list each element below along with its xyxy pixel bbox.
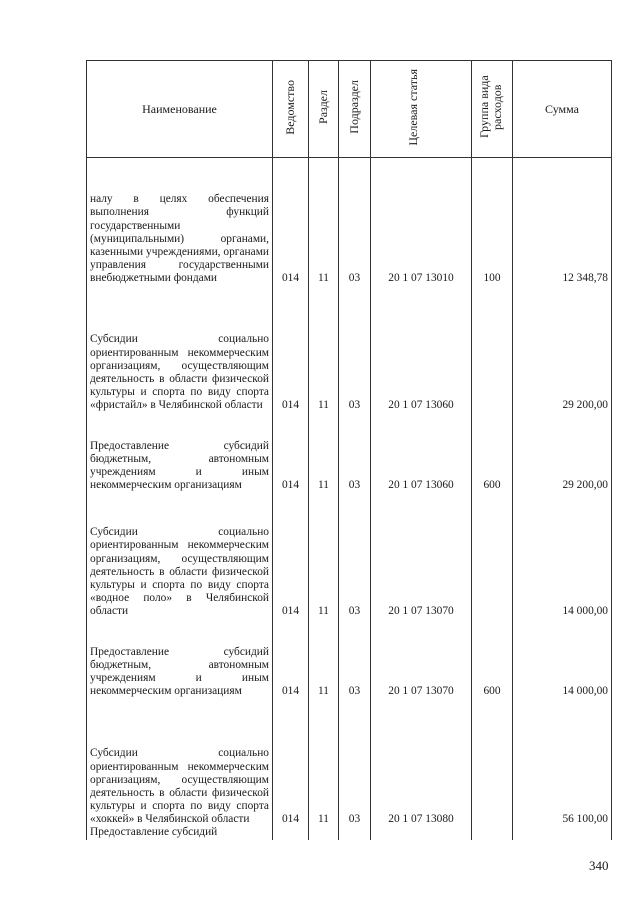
row-dept — [273, 826, 309, 840]
page-number: 340 — [589, 858, 609, 873]
row-target: 20 1 07 13060 — [371, 412, 472, 492]
row-target: 20 1 07 13080 — [371, 698, 472, 826]
row-section — [309, 826, 339, 840]
table-row — [87, 826, 612, 840]
row-amount: 12 348,78 — [513, 158, 612, 286]
row-target — [371, 826, 472, 840]
row-group: 600 — [472, 618, 513, 698]
row-subsection: 03 — [339, 285, 371, 412]
row-target: 20 1 07 13070 — [371, 492, 472, 618]
table-row — [87, 492, 612, 618]
header-section: Раздел — [309, 61, 339, 158]
row-amount: 29 200,00 — [513, 412, 612, 492]
row-name: Субсидии социально ориентированным некоммерческим организациям, осуществляющим деятельность в области физической культуры и спорта по виду спорта «водное поло» в Челябинской области — [87, 492, 273, 618]
row-subsection: 03 — [339, 412, 371, 492]
row-dept: 014 — [273, 158, 309, 286]
budget-table — [86, 60, 612, 840]
header-amount: Сумма — [513, 61, 612, 158]
row-dept: 014 — [273, 698, 309, 826]
row-amount: 14 000,00 — [513, 492, 612, 618]
header-subsection: Подраздел — [339, 61, 371, 158]
row-subsection: 03 — [339, 492, 371, 618]
row-group: 600 — [472, 412, 513, 492]
header-dept: Ведомство — [273, 61, 309, 158]
table-row — [87, 158, 612, 286]
row-subsection: 03 — [339, 158, 371, 286]
row-name: Предоставление субсидий бюджетным, автономным учреждениям и иным некоммерческим организациям — [87, 412, 273, 492]
row-section: 11 — [309, 492, 339, 618]
row-amount: 14 000,00 — [513, 618, 612, 698]
table-row — [87, 412, 612, 492]
row-group — [472, 698, 513, 826]
table-header-row — [87, 61, 612, 158]
row-name: Субсидии социально ориентированным некоммерческим организациям, осуществляющим деятельность в области физической культуры и спорта по виду спорта «хоккей» в Челябинской области — [87, 698, 273, 826]
row-name: Предоставление субсидий бюджетным, автономным учреждениям и иным некоммерческим организациям — [87, 618, 273, 698]
row-section: 11 — [309, 698, 339, 826]
row-name: Предоставление субсидий — [87, 826, 273, 840]
header-group: Группа вида расходов — [472, 61, 513, 158]
row-name: Субсидии социально ориентированным некоммерческим организациям, осуществляющим деятельность в области физической культуры и спорта по виду спорта «фристайл» в Челябинской области — [87, 285, 273, 412]
header-target: Целевая статья — [371, 61, 472, 158]
row-subsection: 03 — [339, 698, 371, 826]
row-section: 11 — [309, 412, 339, 492]
row-group: 100 — [472, 158, 513, 286]
row-target: 20 1 07 13060 — [371, 285, 472, 412]
row-section: 11 — [309, 285, 339, 412]
row-subsection — [339, 826, 371, 840]
row-group — [472, 285, 513, 412]
table-row — [87, 698, 612, 826]
row-section: 11 — [309, 618, 339, 698]
row-target: 20 1 07 13070 — [371, 618, 472, 698]
row-amount: 29 200,00 — [513, 285, 612, 412]
row-group — [472, 492, 513, 618]
row-dept: 014 — [273, 285, 309, 412]
row-dept: 014 — [273, 618, 309, 698]
row-amount — [513, 826, 612, 840]
header-name: Наименование — [87, 61, 273, 158]
table-row — [87, 285, 612, 412]
row-name: налу в целях обеспечения выполнения функций государственными (муниципальными) органами, казенными учреждениями, органами управления государственными внебюджетными фондами — [87, 158, 273, 286]
row-dept: 014 — [273, 412, 309, 492]
row-amount: 56 100,00 — [513, 698, 612, 826]
row-dept: 014 — [273, 492, 309, 618]
row-target: 20 1 07 13010 — [371, 158, 472, 286]
table-row — [87, 618, 612, 698]
row-group — [472, 826, 513, 840]
row-subsection: 03 — [339, 618, 371, 698]
row-section: 11 — [309, 158, 339, 286]
